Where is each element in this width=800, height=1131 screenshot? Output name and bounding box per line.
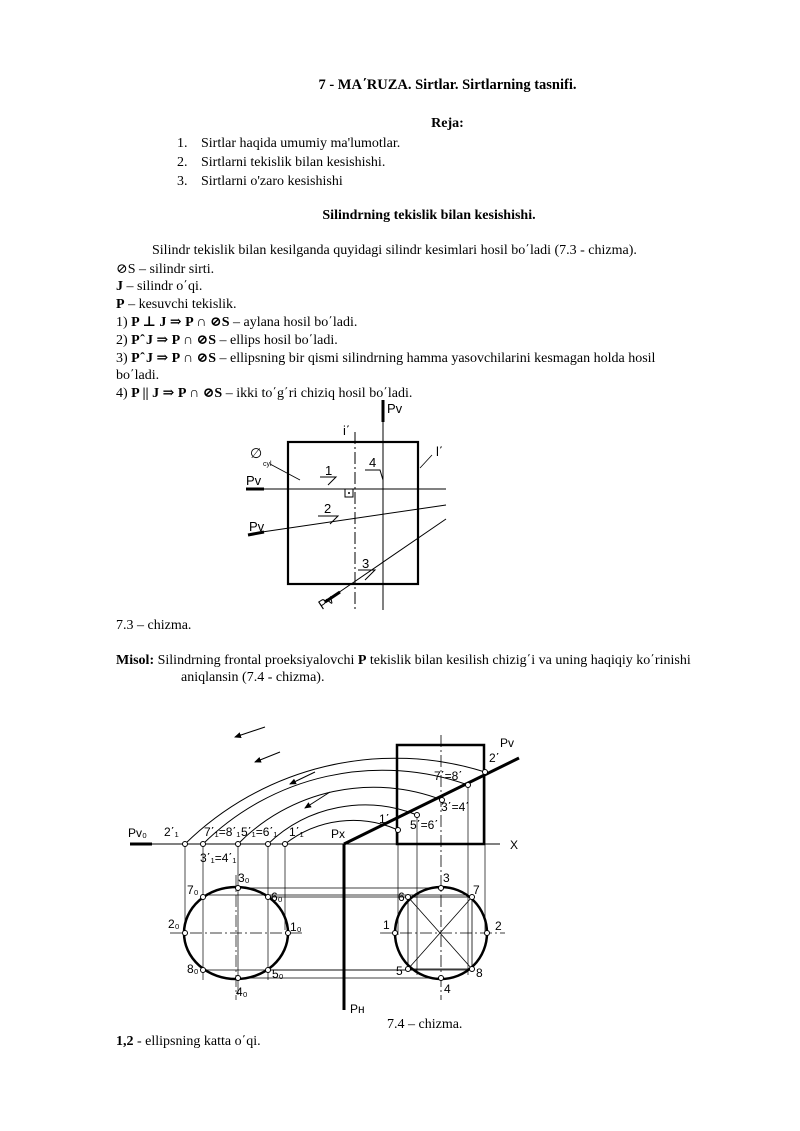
list-item <box>177 172 400 191</box>
label-r1: 1 <box>383 918 390 932</box>
figure-7-4-caption: 7.4 – chizma. <box>387 1017 463 1032</box>
label-7p8p: 7΄=8΄ <box>434 769 463 783</box>
label-2: 2 <box>324 501 332 516</box>
label-7-8: 7΄₁=8΄₁ <box>204 825 241 839</box>
l-leader <box>420 455 432 468</box>
case-line <box>116 350 655 368</box>
pv-label: Pv <box>500 736 515 750</box>
cyl-symbol: ∅ <box>250 445 263 461</box>
def-axis <box>116 278 202 296</box>
label-5-6: 5΄₁=6΄₁ <box>241 825 278 839</box>
axis-symbol: J <box>116 279 123 294</box>
label-1-1: 1΄₁ <box>289 825 304 839</box>
def-text: – silindr o΄qi. <box>123 279 203 294</box>
label-r3: 3 <box>443 871 450 885</box>
label-c2: 2₀ <box>168 917 180 931</box>
case-number: 4) <box>116 386 132 401</box>
example-label: Misol: <box>116 653 155 668</box>
case-expression: P ⊥ J ⇒ P ∩ ⊘S <box>131 315 230 330</box>
item-number: 3. <box>177 174 188 189</box>
label-1: 1 <box>325 463 333 478</box>
surface-symbol: ⊘S <box>116 262 136 277</box>
case-text: – ellipsning bir qismi silindrning hamma yasovchilarini kesmagan holda hosil <box>216 351 656 366</box>
label-r8: 8 <box>476 966 483 980</box>
pv0-label: Pv₀ <box>128 826 147 840</box>
example-paragraph-line2: aniqlansin (7.4 - chizma). <box>181 670 325 685</box>
label-r4: 4 <box>444 982 451 996</box>
plan-list <box>177 134 400 191</box>
case-line <box>116 314 357 332</box>
figure-7-3 <box>230 396 470 616</box>
def-text: – kesuvchi tekislik. <box>124 297 237 312</box>
label-r7: 7 <box>473 883 480 897</box>
angle-mark-1 <box>320 477 336 485</box>
section-title: Silindrning tekislik bilan kesishishi. <box>322 208 536 223</box>
label-2-1: 2΄₁ <box>164 825 179 839</box>
arrow-3 <box>290 772 315 784</box>
cyl-subscript: cyl <box>263 461 272 468</box>
figure-7-4 <box>120 695 530 1020</box>
case-text: – ikki to΄g΄ri chiziq hosil bo΄ladi. <box>222 386 413 401</box>
intro-paragraph: Silindr tekislik bilan kesilganda quyidagi silindr kesimlari hosil bo΄ladi (7.3 - chizma). <box>152 243 637 258</box>
list-item <box>177 134 400 153</box>
label-r5: 5 <box>396 964 403 978</box>
case-expression: P ̂ J ⇒ P ∩ ⊘S <box>131 351 217 366</box>
label-1p: 1΄ <box>379 812 390 826</box>
label-r2: 2 <box>495 919 502 933</box>
list-item <box>177 153 400 172</box>
angle-mark-3 <box>358 570 375 580</box>
points-ref: 1,2 <box>116 1034 134 1049</box>
def-plane <box>116 296 237 314</box>
projection-lines <box>185 772 485 995</box>
case-line <box>116 332 338 350</box>
label-3: 3 <box>362 556 370 571</box>
label-c5: 5₀ <box>272 967 284 981</box>
case-text: – aylana hosil bo΄ladi. <box>229 315 358 330</box>
cyl-leader <box>270 464 300 480</box>
case-expression: P || J ⇒ P ∩ ⊘S <box>131 386 223 401</box>
label-c1: 1₀ <box>290 920 302 934</box>
pv-label-3: Pv <box>315 591 337 613</box>
item-number: 2. <box>177 155 188 170</box>
item-number: 1. <box>177 136 188 151</box>
case-text: bo΄ladi. <box>116 368 160 383</box>
label-3-4: 3΄₁=4΄₁ <box>200 851 237 865</box>
arrow-2 <box>255 752 280 762</box>
plan-heading: Reja: <box>431 116 464 131</box>
label-c4: 4₀ <box>236 985 248 999</box>
right-angle-dot <box>348 492 350 494</box>
label-r6: 6 <box>398 890 405 904</box>
l-label: l΄ <box>436 444 444 459</box>
page-title: 7 - MA΄RUZA. Sirtlar. Sirtlarning tasnifi. <box>318 77 577 93</box>
closing-text: - ellipsning katta o΄qi. <box>133 1034 261 1049</box>
label-c3: 3₀ <box>238 871 250 885</box>
plane-symbol: P <box>116 297 125 312</box>
def-surface <box>116 261 214 279</box>
label-c7: 7₀ <box>187 883 199 897</box>
item-text: Sirtlar haqida umumiy ma'lumotlar. <box>201 136 401 151</box>
label-3p4p: 3΄=4΄ <box>441 800 470 814</box>
item-text: Sirtlarni o'zaro kesishishi <box>201 174 343 189</box>
case-line <box>116 367 159 385</box>
plane-symbol: P <box>357 653 367 668</box>
label-c6: 6₀ <box>271 890 283 904</box>
px-label: Px <box>331 827 346 841</box>
item-text: Sirtlarni tekislik bilan kesishishi. <box>201 155 386 170</box>
case-expression: P ̂ J ⇒ P ∩ ⊘S <box>131 333 217 348</box>
x-label: X <box>510 838 519 852</box>
label-5p6p: 5΄=6΄ <box>410 818 439 832</box>
case-number: 3) <box>116 351 132 366</box>
example-text: Silindrning frontal proeksiyalovchi <box>154 653 358 668</box>
case-number: 2) <box>116 333 132 348</box>
pv-label-2: Pv <box>249 519 265 534</box>
pv-label-1: Pv <box>246 473 262 488</box>
label-c8: 8₀ <box>187 962 199 976</box>
plane-3-line <box>338 519 446 593</box>
closing-line <box>116 1033 261 1051</box>
ph-label: Pн <box>350 1002 365 1016</box>
example-paragraph <box>116 652 691 670</box>
def-text: – silindr sirti. <box>135 262 215 277</box>
cylinder-frontal-outline <box>288 442 418 584</box>
case-text: – ellips hosil bo΄ladi. <box>216 333 338 348</box>
example-text: tekislik bilan kesilish chizig΄i va uning haqiqiy ko΄rinishi <box>366 653 691 668</box>
label-4: 4 <box>369 455 377 470</box>
figure-7-3-caption: 7.3 – chizma. <box>116 618 192 633</box>
case-number: 1) <box>116 315 132 330</box>
arrow-1 <box>235 727 265 737</box>
pv-label-top: Pv <box>387 401 403 416</box>
arrow-4 <box>305 792 330 808</box>
angle-mark-4 <box>365 470 383 480</box>
label-2p: 2΄ <box>489 751 500 765</box>
i-label: i΄ <box>343 423 351 438</box>
